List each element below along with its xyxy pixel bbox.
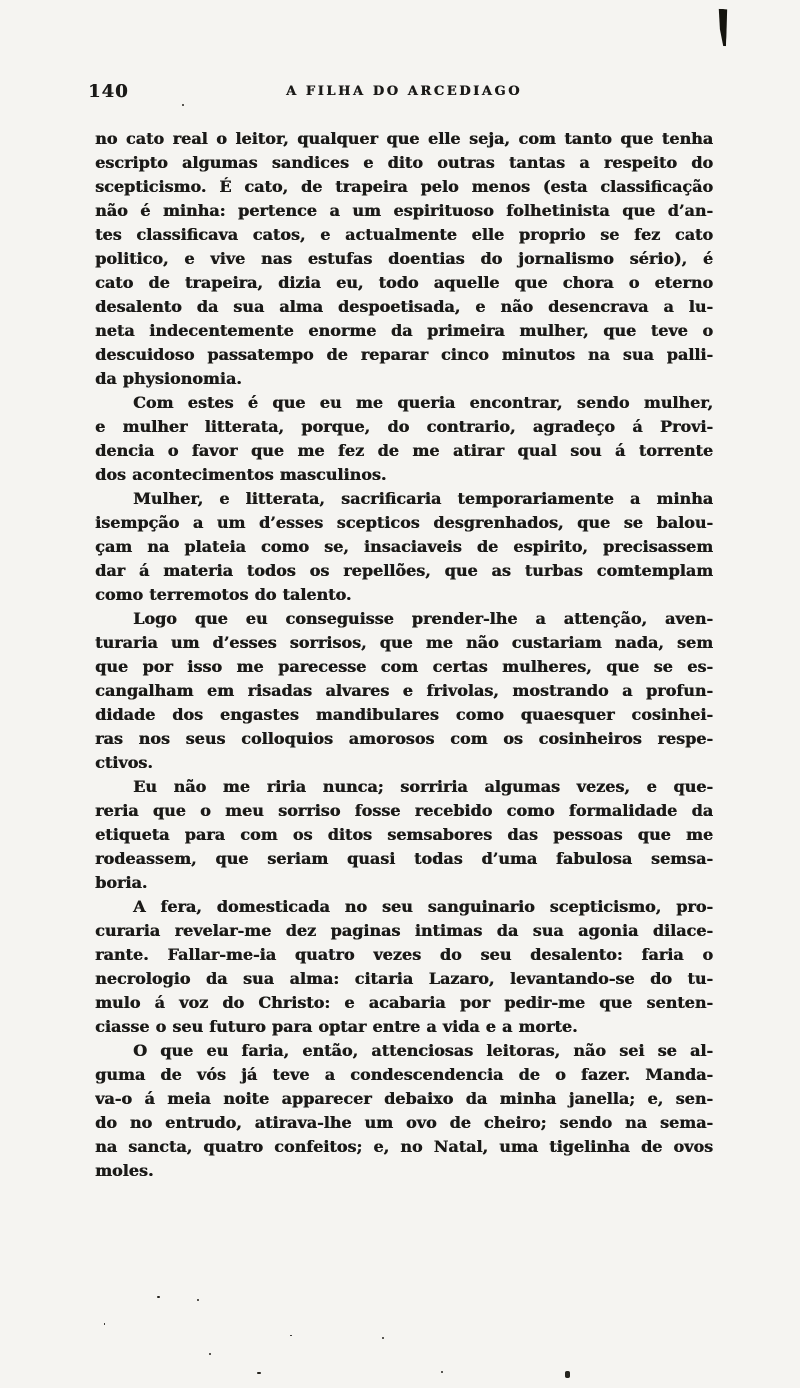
page-text (95, 127, 713, 1183)
scan-speck (197, 1299, 199, 1301)
ink-mark-top-right (716, 9, 728, 46)
text-line: scepticismo. É cato, de trapeira pelo menos (esta classificação (95, 177, 713, 196)
scan-speck (157, 1296, 160, 1298)
text-line: isempção a um d’esses scepticos desgrenhados, que se balou- (95, 513, 713, 532)
text-line: politico, e vive nas estufas doentias do jornalismo sério), é (95, 249, 713, 268)
text-line: neta indecentemente enorme da primeira mulher, que teve o (95, 321, 713, 340)
scan-speck (565, 1371, 570, 1378)
text-line: Com estes é que eu me queria encontrar, sendo mulher, (133, 393, 713, 412)
text-line: necrologio da sua alma: citaria Lazaro, levantando-se do tu- (95, 969, 713, 988)
text-line: rodeassem, que seriam quasi todas d’uma fabulosa semsa- (95, 849, 713, 868)
scan-speck (182, 104, 184, 106)
text-line: boria. (95, 873, 148, 892)
text-line: guma de vós já teve a condescendencia de o fazer. Manda- (95, 1065, 713, 1084)
text-line: reria que o meu sorriso fosse recebido como formalidade da (95, 801, 713, 820)
text-line: curaria revelar-me dez paginas intimas da sua agonia dilace- (95, 921, 713, 940)
text-line: tes classificava catos, e actualmente elle proprio se fez cato (95, 225, 713, 244)
text-line: didade dos engastes mandibulares como quaesquer cosinhei- (95, 705, 713, 724)
text-line: descuidoso passatempo de reparar cinco minutos na sua palli- (95, 345, 713, 364)
page-number: 140 (88, 81, 129, 102)
text-line: na sancta, quatro confeitos; e, no Natal, uma tigelinha de ovos (95, 1137, 713, 1156)
scan-speck (441, 1371, 443, 1373)
text-line: cangalham em risadas alvares e frivolas, mostrando a profun- (95, 681, 713, 700)
text-line: dencia o favor que me fez de me atirar qual sou á torrente (95, 441, 713, 460)
text-line: turaria um d’esses sorrisos, que me não custariam nada, sem (95, 633, 713, 652)
text-line: que por isso me parecesse com certas mulheres, que se es- (95, 657, 713, 676)
text-line: Logo que eu conseguisse prender-lhe a attenção, aven- (133, 609, 713, 628)
text-line: çam na plateia como se, insaciaveis de espirito, precisassem (95, 537, 713, 556)
text-line: O que eu faria, então, attenciosas leitoras, não sei se al- (133, 1041, 713, 1060)
text-line: escripto algumas sandices e dito outras tantas a respeito do (95, 153, 713, 172)
text-line: como terremotos do talento. (95, 585, 352, 604)
scan-speck (290, 1335, 292, 1336)
text-line: Mulher, e litterata, sacrificaria temporariamente a minha (133, 489, 713, 508)
text-line: etiqueta para com os ditos semsabores das pessoas que me (95, 825, 713, 844)
text-line: A fera, domesticada no seu sanguinario scepticismo, pro- (133, 897, 713, 916)
text-line: não é minha: pertence a um espirituoso folhetinista que d’an- (95, 201, 713, 220)
text-line: desalento da sua alma despoetisada, e não desencrava a lu- (95, 297, 713, 316)
text-line: no cato real o leitor, qualquer que elle seja, com tanto que tenha (95, 129, 713, 148)
scan-speck (104, 1323, 105, 1325)
text-line: dar á materia todos os repellões, que as turbas comtemplam (95, 561, 713, 580)
scan-speck (257, 1372, 261, 1374)
text-line: va-o á meia noite apparecer debaixo da minha janella; e, sen- (95, 1089, 713, 1108)
text-line: dos acontecimentos masculinos. (95, 465, 387, 484)
text-line: ras nos seus colloquios amorosos com os cosinheiros respe- (95, 729, 713, 748)
running-title: A FILHA DO ARCEDIAGO (285, 84, 523, 99)
text-line: rante. Fallar-me-ia quatro vezes do seu desalento: faria o (95, 945, 713, 964)
scan-speck (209, 1353, 211, 1355)
text-line: cato de trapeira, dizia eu, todo aquelle que chora o eterno (95, 273, 713, 292)
text-line: Eu não me riria nunca; sorriria algumas vezes, e que- (133, 777, 713, 796)
text-line: mulo á voz do Christo: e acabaria por pedir-me que senten- (95, 993, 713, 1012)
text-line: e mulher litterata, porque, do contrario, agradeço á Provi- (95, 417, 713, 436)
text-line: moles. (95, 1161, 154, 1180)
text-line: ctivos. (95, 753, 153, 772)
text-line: do no entrudo, atirava-lhe um ovo de cheiro; sendo na sema- (95, 1113, 713, 1132)
scan-speck (382, 1337, 384, 1339)
text-line: ciasse o seu futuro para optar entre a vida e a morte. (95, 1017, 578, 1036)
text-line: da physionomia. (95, 369, 242, 388)
